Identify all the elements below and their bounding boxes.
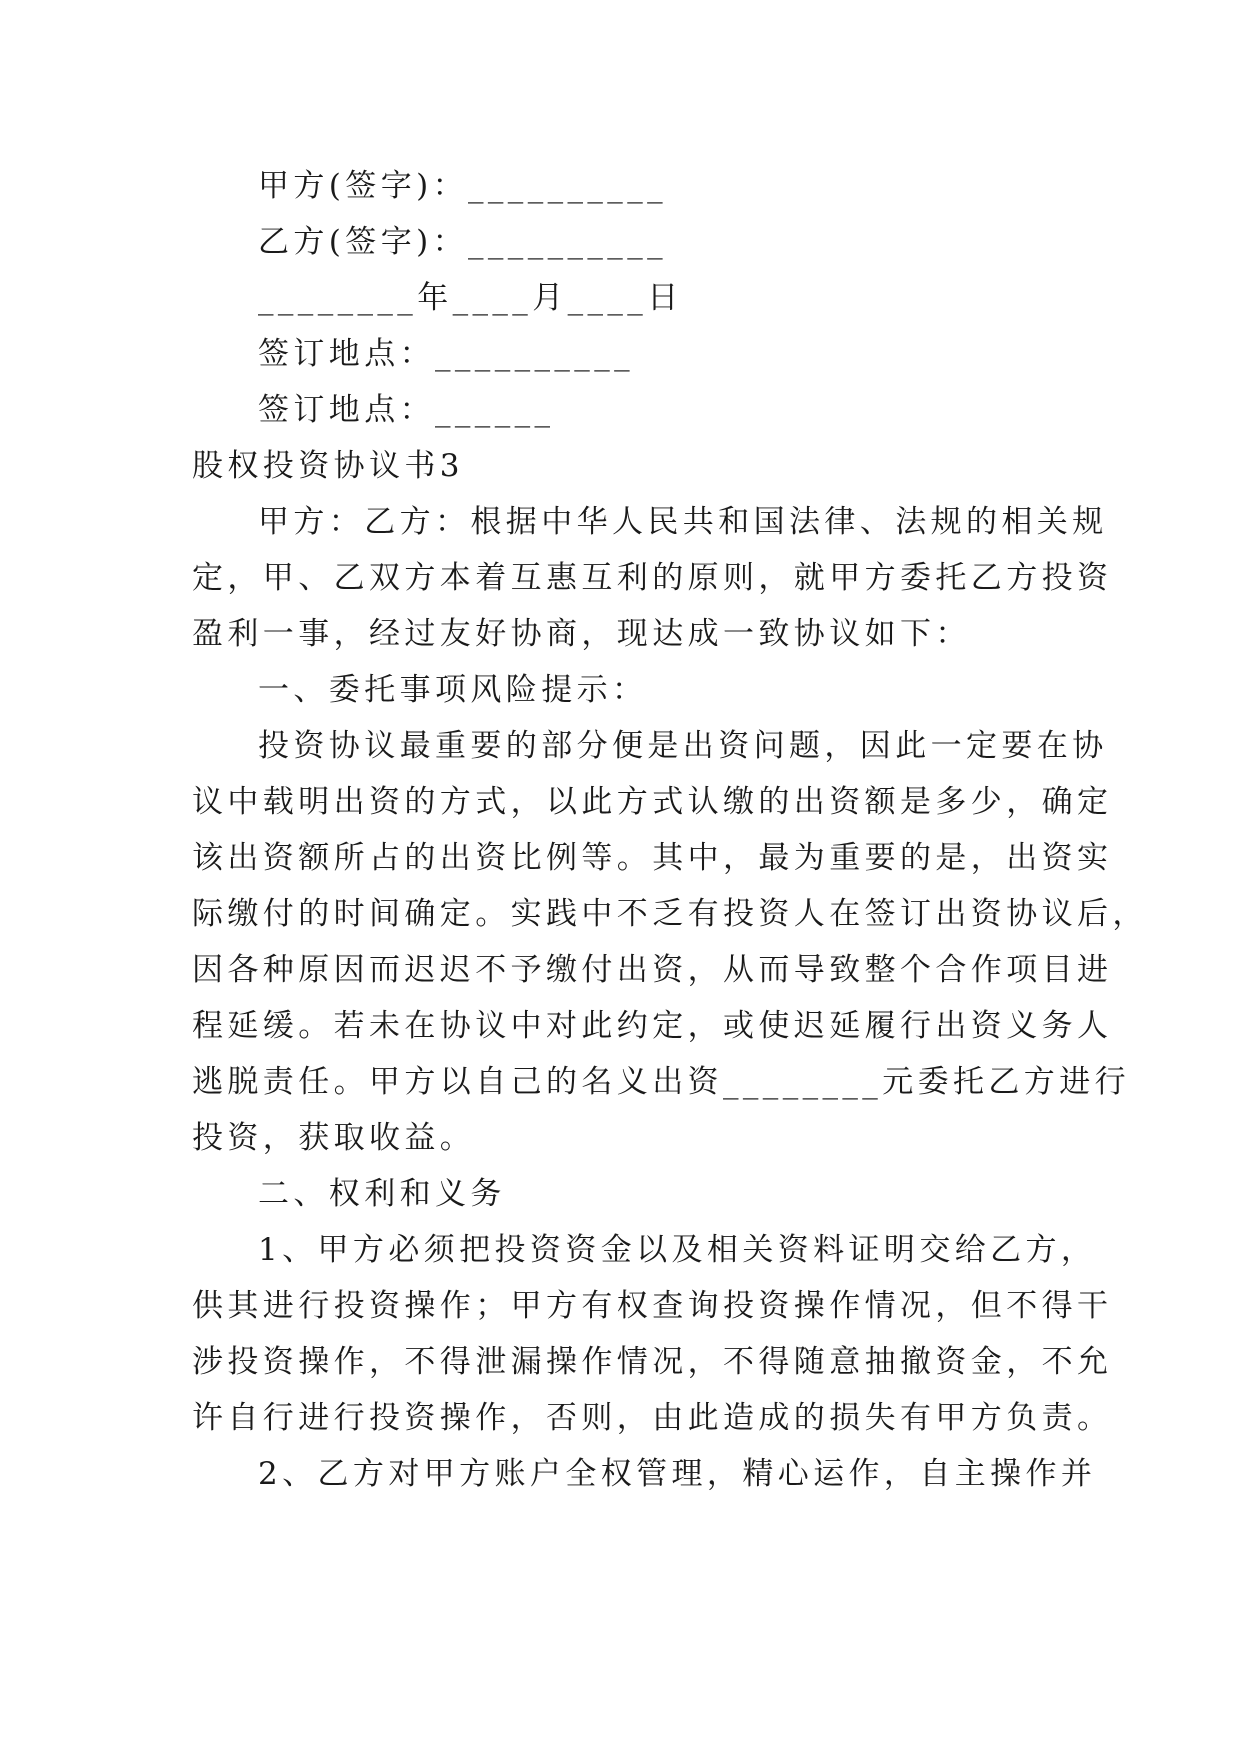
paragraph-line: 供其进行投资操作；甲方有权查询投资操作情况，但不得干 — [192, 1288, 1113, 1324]
paragraph-line: 议中载明出资的方式，以此方式认缴的出资额是多少，确定 — [192, 784, 1113, 820]
paragraph-line: 投资，获取收益。 — [192, 1120, 476, 1156]
paragraph-line: 2、乙方对甲方账户全权管理，精心运作，自主操作并 — [258, 1456, 1097, 1492]
paragraph-line: 逃脱责任。甲方以自己的名义出资________元委托乙方进行 — [192, 1064, 1130, 1100]
paragraph-line: 涉投资操作，不得泄漏操作情况，不得随意抽撤资金，不允 — [192, 1344, 1113, 1380]
paragraph-line: 1、甲方必须把投资资金以及相关资料证明交给乙方， — [258, 1232, 1097, 1268]
party-a-signature-line: 甲方(签字)：__________ — [258, 168, 667, 204]
paragraph-line: 程延缓。若未在协议中对此约定，或使迟延履行出资义务人 — [192, 1008, 1113, 1044]
agreement-title: 股权投资协议书3 — [192, 448, 464, 484]
paragraph-line: 因各种原因而迟迟不予缴付出资，从而导致整个合作项目进 — [192, 952, 1113, 988]
signing-place-line-2: 签订地点：______ — [258, 392, 555, 428]
paragraph-line: 投资协议最重要的部分便是出资问题，因此一定要在协 — [258, 728, 1108, 764]
signing-place-line-1: 签订地点：__________ — [258, 336, 634, 372]
paragraph-line: 甲方：乙方：根据中华人民共和国法律、法规的相关规 — [258, 504, 1108, 540]
section-heading-risk: 一、委托事项风险提示： — [258, 672, 648, 708]
party-b-signature-line: 乙方(签字)：__________ — [258, 224, 667, 260]
paragraph-line: 际缴付的时间确定。实践中不乏有投资人在签订出资协议后， — [192, 896, 1148, 932]
signing-date-line: ________年____月____日 — [258, 280, 683, 316]
paragraph-line: 定，甲、乙双方本着互惠互利的原则，就甲方委托乙方投资 — [192, 560, 1113, 596]
section-heading-rights: 二、权利和义务 — [258, 1176, 506, 1212]
paragraph-line: 该出资额所占的出资比例等。其中，最为重要的是，出资实 — [192, 840, 1113, 876]
paragraph-line: 许自行进行投资操作，否则，由此造成的损失有甲方负责。 — [192, 1400, 1113, 1436]
paragraph-line: 盈利一事，经过友好协商，现达成一致协议如下： — [192, 616, 971, 652]
